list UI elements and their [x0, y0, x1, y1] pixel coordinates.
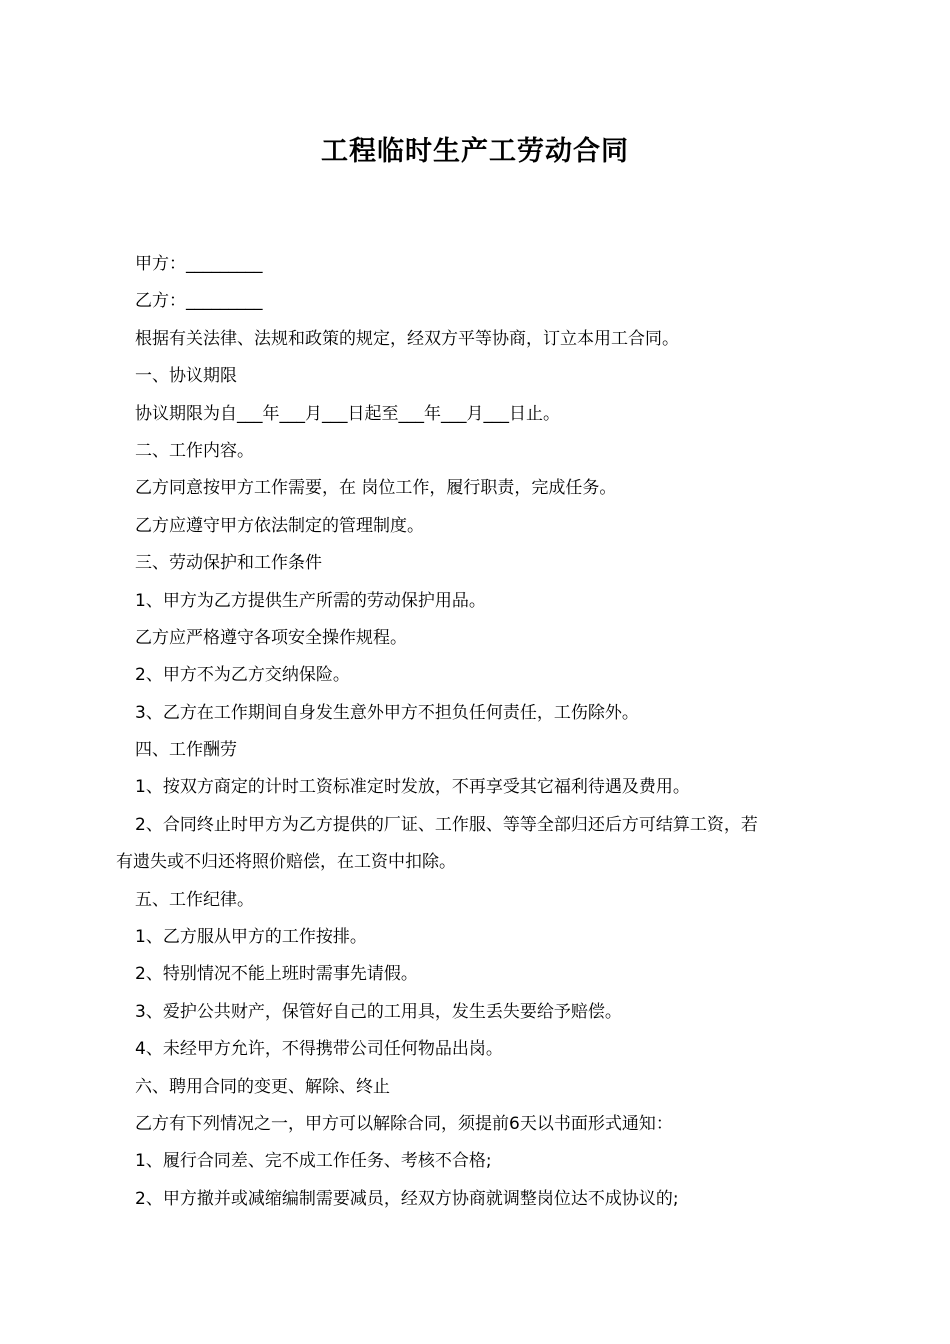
list-item: 1、乙方服从甲方的工作按排。 — [135, 927, 367, 948]
paragraph: 乙方有下列情况之一，甲方可以解除合同，须提前6天以书面形式通知： — [135, 1113, 673, 1134]
section-heading: 六、聘用合同的变更、解除、终止 — [135, 1076, 390, 1097]
section-heading: 三、劳动保护和工作条件 — [135, 553, 322, 574]
list-item-continuation: 有遗失或不归还将照价赔偿，在工资中扣除。 — [116, 852, 456, 873]
list-item: 4、未经甲方允许，不得携带公司任何物品出岗。 — [135, 1039, 503, 1060]
list-item: 1、履行合同差、完不成工作任务、考核不合格; — [135, 1151, 492, 1172]
paragraph: 乙方应严格遵守各项安全操作规程。 — [135, 627, 407, 648]
list-item: 1、甲方为乙方提供生产所需的劳动保护用品。 — [135, 590, 486, 611]
list-item: 3、乙方在工作期间自身发生意外甲方不担负任何责任，工伤除外。 — [135, 702, 639, 723]
party-a-line: 甲方：_________ — [135, 254, 263, 274]
document-title: 工程临时生产工劳动合同 — [321, 136, 629, 167]
paragraph: 协议期限为自___年___月___日起至___年___月___日止。 — [135, 403, 560, 424]
section-heading: 四、工作酬劳 — [135, 740, 237, 761]
paragraph: 根据有关法律、法规和政策的规定，经双方平等协商，订立本用工合同。 — [135, 328, 679, 349]
list-item: 2、合同终止时甲方为乙方提供的厂证、工作服、等等全部归还后方可结算工资，若 — [135, 814, 758, 835]
section-heading: 一、协议期限 — [135, 366, 237, 387]
list-item: 3、爱护公共财产，保管好自己的工用具，发生丢失要给予赔偿。 — [135, 1001, 622, 1022]
paragraph: 乙方应遵守甲方依法制定的管理制度。 — [135, 515, 424, 536]
section-heading: 五、工作纪律。 — [135, 889, 254, 910]
document-body — [116, 246, 836, 1218]
list-item: 2、甲方撤并或减缩编制需要减员，经双方协商就调整岗位达不成协议的; — [135, 1188, 679, 1209]
list-item: 2、甲方不为乙方交纳保险。 — [135, 665, 350, 686]
paragraph: 乙方同意按甲方工作需要，在 岗位工作，履行职责，完成任务。 — [135, 478, 617, 499]
list-item: 2、特别情况不能上班时需事先请假。 — [135, 964, 418, 985]
section-heading: 二、工作内容。 — [135, 440, 254, 461]
party-b-line: 乙方：_________ — [135, 291, 263, 312]
list-item: 1、按双方商定的计时工资标准定时发放，不再享受其它福利待遇及费用。 — [135, 777, 690, 798]
